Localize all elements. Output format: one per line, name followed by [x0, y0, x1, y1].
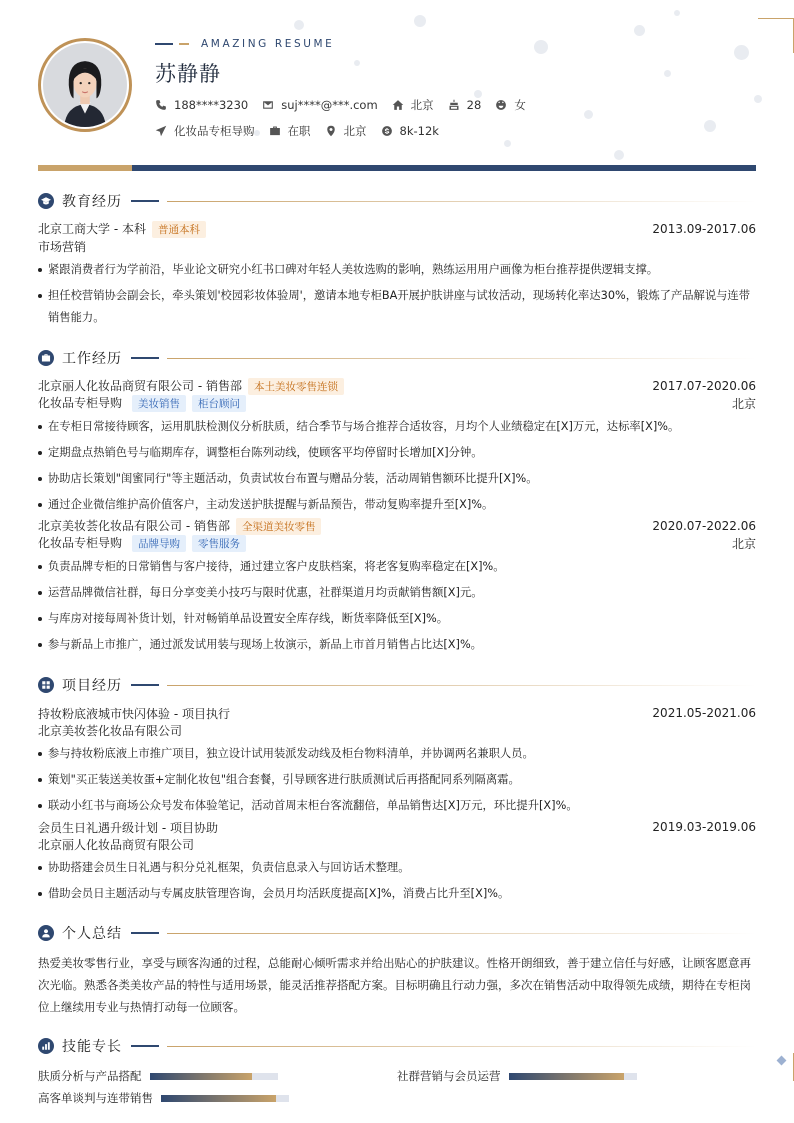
- mail-icon: [262, 99, 274, 111]
- job-sub-row: [38, 394, 756, 412]
- basic-info-row: [155, 97, 540, 113]
- skill-level-bar: [161, 1095, 289, 1102]
- list-item: 负责品牌专柜的日常销售与客户接待，通过建立客户皮肤档案，将老客复购率稳定在[X]%。: [38, 556, 756, 578]
- home-icon: [392, 99, 404, 111]
- job-sub-row: [38, 534, 756, 552]
- job-position: 化妆品专柜导购: [38, 396, 123, 410]
- project-bullets: [38, 743, 756, 817]
- skill-tag: 零售服务: [192, 535, 246, 552]
- skill-level-fill: [161, 1095, 276, 1102]
- job-city: 北京: [731, 396, 756, 411]
- job-intent-row: [155, 123, 540, 139]
- list-item: 借助会员日主题活动与专属皮肤管理咨询，会员月均活跃度提高[X]%，消费占比升至[X]%。: [38, 883, 756, 905]
- resume-body: [38, 191, 756, 1109]
- email-text: suj****@***.com: [281, 98, 378, 112]
- briefcase-icon: [269, 125, 281, 137]
- list-item: 协助搭建会员生日礼遇与积分兑礼框架，负责信息录入与回访话术整理。: [38, 857, 756, 879]
- project-name: 会员生日礼遇升级计划 - 项目协助: [38, 820, 218, 835]
- age-info: [448, 98, 482, 112]
- company-name: 北京美妆荟化妆品有限公司 - 销售部: [38, 519, 230, 533]
- list-item: 在专柜日常接待顾客，运用肌肤检测仪分析肤质，结合季节与场合推荐合适妆容，月均个人业绩稳定在[X]万元，达标率[X]%。: [38, 416, 756, 438]
- header-divider: [38, 165, 756, 171]
- skills-section: [38, 1036, 756, 1109]
- job-entry-header: [38, 518, 756, 534]
- list-item: 通过企业微信维护高价值客户，主动发送护肤提醒与新品预告，带动复购率提升至[X]%。: [38, 494, 756, 516]
- project-entry-header: [38, 819, 756, 835]
- candidate-name: 苏静静: [155, 62, 221, 86]
- section-title-projects: 项目经历: [38, 675, 756, 695]
- tagline-text: AMAZING RESUME: [201, 38, 335, 50]
- project-org: 北京丽人化妆品商贸有限公司: [38, 837, 195, 852]
- user-icon: [41, 928, 51, 938]
- graduation-cap-icon: [41, 196, 51, 206]
- skill-item: 高客单谈判与连带销售: [38, 1087, 397, 1109]
- list-item: 参与新品上市推广，通过派发试用装与现场上妆演示，新品上市首月销售占比达[X]%。: [38, 634, 756, 656]
- map-pin-icon: [325, 125, 337, 137]
- skill-item: 肤质分析与产品搭配: [38, 1065, 397, 1087]
- email-info: [262, 98, 377, 112]
- avatar: [38, 38, 132, 132]
- job-date: 2020.07-2022.06: [652, 519, 756, 533]
- summary-text: 热爱美妆零售行业，享受与顾客沟通的过程，总能耐心倾听需求并给出贴心的护肤建议。性格开朗细致，善于建立信任与好感，让顾客愿意再次光临。熟悉各类美妆产品的特性与适用场景，能灵活推荐搭配方案。目标明确且行动力强，多次在销售活动中取得领先成绩，期待在专柜岗位上继续用专业与热情打动每一位顾客。: [38, 956, 751, 1014]
- status-text: 在职: [287, 124, 311, 138]
- project-bullets: [38, 857, 756, 905]
- project-entry-header: [38, 705, 756, 721]
- project-name: 持妆粉底液城市快闪体验 - 项目执行: [38, 706, 230, 721]
- list-item: 紧跟消费者行为学前沿，毕业论文研究小红书口碑对年轻人美妆选购的影响，熟练运用用户画像为柜台推荐提供逻辑支撑。: [38, 259, 756, 281]
- job-position: 化妆品专柜导购: [38, 536, 123, 550]
- major: 市场营销: [38, 239, 87, 254]
- intent-position-info: [155, 123, 255, 139]
- list-item: 定期盘点热销色号与临期库存，调整柜台陈列动线，使顾客平均停留时长增加[X]分钟。: [38, 442, 756, 464]
- list-item: 参与持妆粉底液上市推广项目，独立设计试用装派发动线及柜台物料清单，并协调两名兼职人员。: [38, 743, 756, 765]
- skill-level-fill: [150, 1073, 252, 1080]
- status-info: [269, 123, 311, 139]
- phone-text: 188****3230: [174, 98, 249, 112]
- location-info: [392, 97, 434, 113]
- work-section: [38, 348, 756, 656]
- intent-position-text: 化妆品专柜导购: [174, 124, 255, 138]
- job-city: 北京: [731, 536, 756, 551]
- education-date: 2013.09-2017.06: [652, 222, 756, 236]
- salary-info: [381, 124, 439, 138]
- section-title-summary: 个人总结: [38, 923, 756, 943]
- list-item: 策划"买正装送美妆蛋+定制化妆包"组合套餐，引导顾客进行肤质测试后再搭配同系列隔离霜。: [38, 769, 756, 791]
- skill-tag: 柜台顾问: [192, 395, 246, 412]
- skill-level-bar: [150, 1073, 278, 1080]
- skill-item: 社群营销与会员运营: [397, 1065, 756, 1087]
- diamond-icon: [777, 1056, 787, 1066]
- list-item: 联动小红书与商场公众号发布体验笔记，活动首周末柜台客流翻倍，单品销售达[X]万元，环比提升[X]%。: [38, 795, 756, 817]
- school-tag: 普通本科: [152, 221, 206, 238]
- skill-level-bar: [509, 1073, 637, 1080]
- section-title-education: 教育经历: [38, 191, 756, 211]
- age-text: 28: [466, 98, 482, 112]
- education-section: [38, 191, 756, 329]
- project-date: 2021.05-2021.06: [652, 706, 756, 720]
- education-entry-header: [38, 221, 756, 237]
- cake-icon: [448, 99, 460, 111]
- education-bullets: [38, 259, 756, 329]
- list-item: 运营品牌微信社群，每日分享变美小技巧与限时优惠，社群渠道月均贡献销售额[X]元。: [38, 582, 756, 604]
- corner-decoration-bottom: [766, 1053, 794, 1081]
- section-title-skills: 技能专长: [38, 1036, 756, 1056]
- project-date: 2019.03-2019.06: [652, 820, 756, 834]
- send-icon: [155, 125, 167, 137]
- header: [155, 38, 540, 139]
- company-tag: 本土美妆零售连锁: [248, 378, 344, 395]
- intent-city-text: 北京: [343, 124, 367, 138]
- salary-text: 8k-12k: [399, 124, 439, 138]
- smile-icon: [495, 99, 507, 111]
- grid-icon: [41, 680, 51, 690]
- list-item: 担任校营销协会副会长，牵头策划'校园彩妆体验周'，邀请本地专柜BA开展护肤讲座与试妆活动，现场转化率达30%，锻炼了产品解说与连带销售能力。: [38, 285, 756, 329]
- intent-city-info: [325, 123, 367, 139]
- job-bullets: [38, 556, 756, 656]
- list-item: 与库房对接每周补货计划，针对畅销单品设置安全库存线，断货率降低至[X]%。: [38, 608, 756, 630]
- coin-icon: [381, 125, 393, 137]
- school-name: 北京工商大学 - 本科: [38, 222, 146, 236]
- tagline: [155, 38, 540, 50]
- gender-text: 女: [514, 98, 526, 112]
- skill-tag: 美妆销售: [132, 395, 186, 412]
- bar-chart-icon: [41, 1041, 51, 1051]
- location-text: 北京: [410, 98, 434, 112]
- job-date: 2017.07-2020.06: [652, 379, 756, 393]
- company-tag: 全渠道美妆零售: [236, 518, 322, 535]
- list-item: 协助店长策划"闺蜜同行"等主题活动，负责试妆台布置与赠品分装，活动周销售额环比提升[X]%。: [38, 468, 756, 490]
- project-org: 北京美妆荟化妆品有限公司: [38, 723, 183, 738]
- portrait-photo: [43, 43, 127, 127]
- skill-tag: 品牌导购: [132, 535, 186, 552]
- job-bullets: [38, 416, 756, 516]
- briefcase-icon: [41, 353, 51, 363]
- skill-level-fill: [509, 1073, 624, 1080]
- gender-info: [495, 97, 526, 113]
- job-entry-header: [38, 378, 756, 394]
- summary-section: [38, 923, 756, 1018]
- phone-icon: [155, 99, 167, 111]
- skills-list: [38, 1065, 756, 1109]
- phone-info: [155, 98, 248, 112]
- company-name: 北京丽人化妆品商贸有限公司 - 销售部: [38, 379, 242, 393]
- projects-section: [38, 675, 756, 905]
- corner-decoration-top: [758, 18, 794, 53]
- section-title-work: 工作经历: [38, 348, 756, 368]
